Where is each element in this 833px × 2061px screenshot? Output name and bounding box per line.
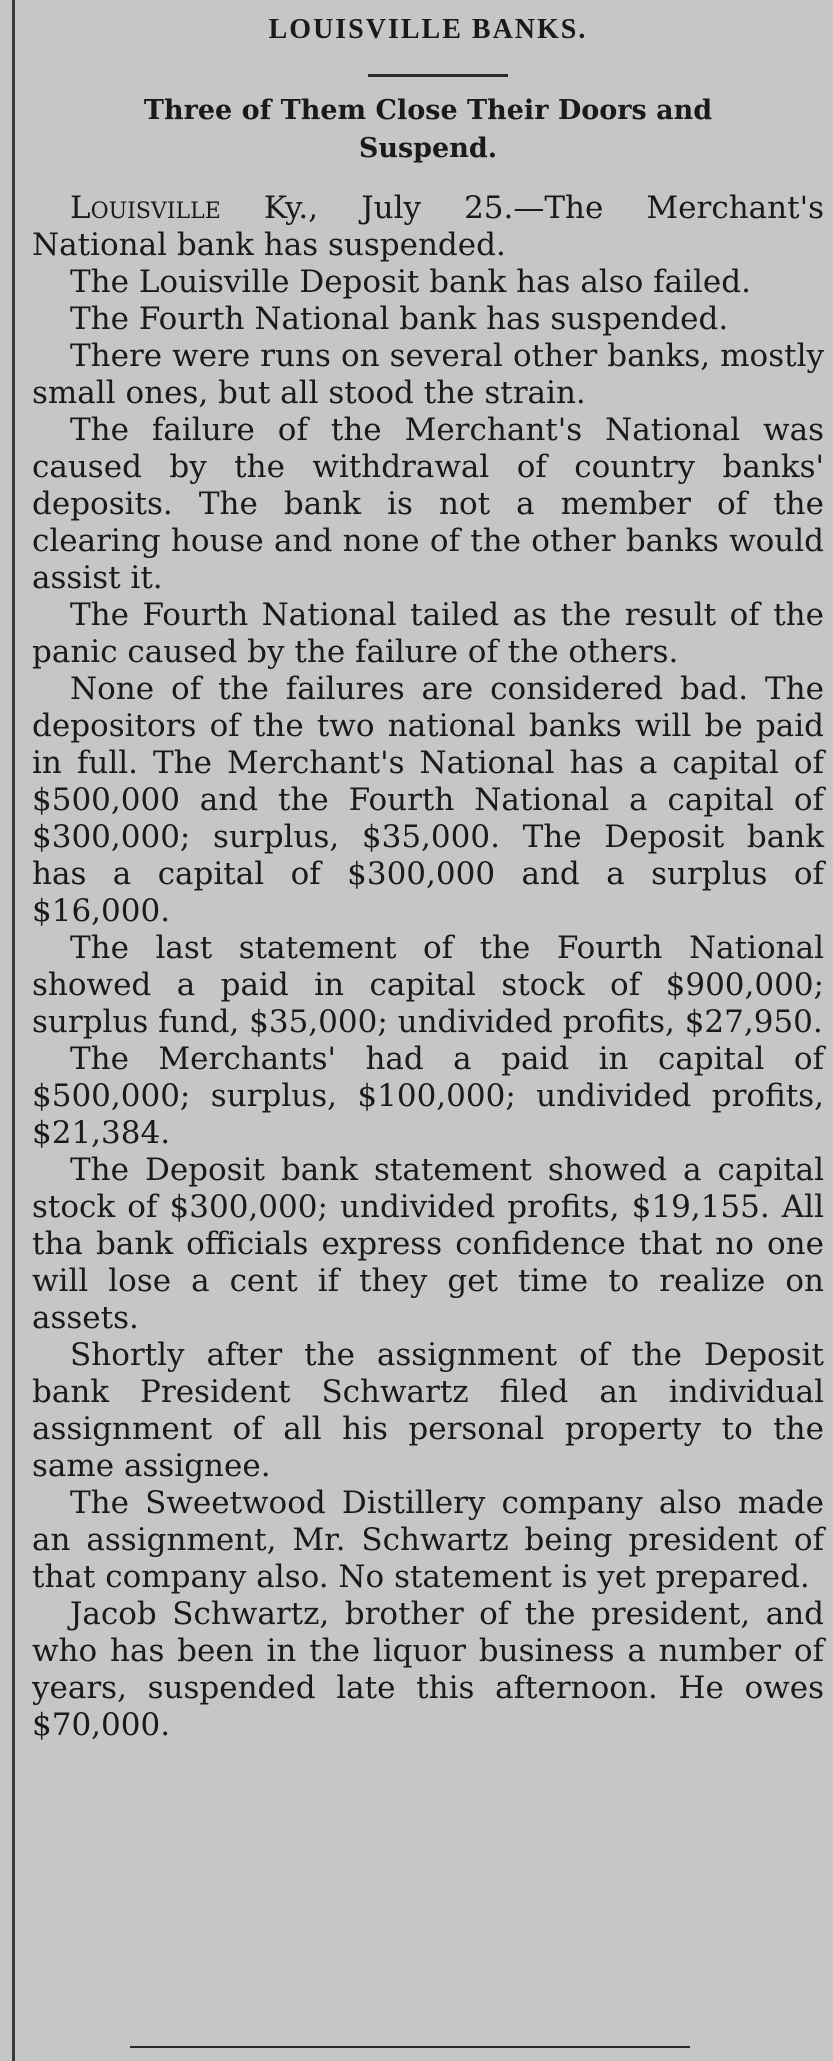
paragraph: There were runs on several other banks, mostly small ones, but all stood the strain. xyxy=(32,338,824,411)
subheadline-line-1: Three of Them Close Their Doors and xyxy=(143,95,713,126)
paragraph: The Fourth National bank has suspended. xyxy=(70,301,729,337)
next-article-divider xyxy=(130,2046,690,2048)
dateline-text: Ky., July 25.—The Merchant's National bank has suspended. xyxy=(32,190,824,263)
headline-divider xyxy=(368,74,508,77)
paragraph: The Fourth National tailed as the result of the panic caused by the failure of the others. xyxy=(32,597,824,670)
article-body xyxy=(32,190,824,1744)
paragraph: Shortly after the assignment of the Deposit bank President Schwartz filed an individual assignment of all his personal property to the same assignee. xyxy=(32,1337,824,1484)
paragraph: The Sweetwood Distillery company also made an assignment, Mr. Schwartz being president of that company also. No statement is yet prepared. xyxy=(32,1485,824,1595)
paragraph: The Louisville Deposit bank has also failed. xyxy=(70,264,751,300)
subheadline xyxy=(28,92,828,168)
paragraph: Jacob Schwartz, brother of the president, and who has been in the liquor business a number of years, suspended late this afternoon. He owes $70,000. xyxy=(32,1596,824,1743)
paragraph: The Deposit bank statement showed a capital stock of $300,000; undivided profits, $19,155. All tha bank officials express confidence that no one will lose a cent if they get time to realize on assets. xyxy=(32,1152,824,1336)
paragraph: None of the failures are considered bad. The depositors of the two national banks will be paid in full. The Merchant's National has a capital of $500,000 and the Fourth National a capital of $300,000; surplus, $35,000. The Deposit bank has a capital of $300,000 and a surplus of $16,000. xyxy=(32,671,824,929)
headline: LOUISVILLE BANKS. xyxy=(268,14,588,45)
paragraph: The failure of the Merchant's National was caused by the withdrawal of country banks' deposits. The bank is not a member of the clearing house and none of the other banks would assist it. xyxy=(32,412,824,596)
paragraph: The last statement of the Fourth National showed a paid in capital stock of $900,000; surplus fund, $35,000; undivided profits, $27,950. xyxy=(32,930,824,1040)
column-rule xyxy=(12,0,15,2061)
dateline-place: Louisville xyxy=(70,190,221,226)
paragraph: The Merchants' had a paid in capital of $500,000; surplus, $100,000; undivided profits, $21,384. xyxy=(32,1041,824,1151)
dateline-paragraph xyxy=(32,190,824,264)
subheadline-line-2: Suspend. xyxy=(358,133,498,164)
